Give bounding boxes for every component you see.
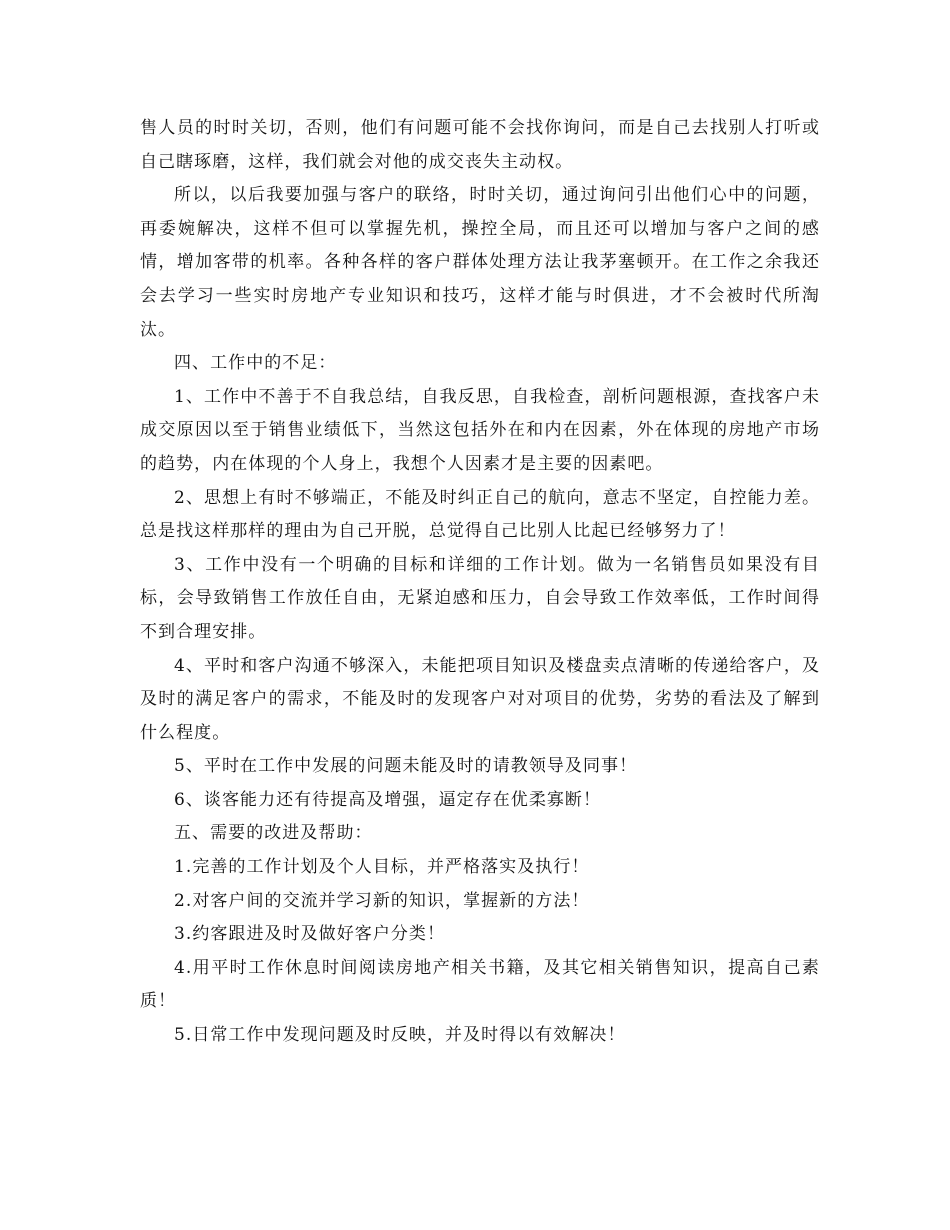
- shortcoming-item-2: 2、思想上有时不够端正，不能及时纠正自己的航向，意志不坚定，自控能力差。总是找这样那样的理由为自己开脱，总觉得自己比别人比起已经够努力了！: [140, 487, 820, 542]
- shortcoming-item-5: 5、平时在工作中发展的问题未能及时的请教领导及同事！: [174, 756, 638, 777]
- improvement-item-4: 4.用平时工作休息时间阅读房地产相关书籍，及其它相关销售知识，提高自己素质！: [140, 957, 820, 1012]
- section-heading-shortcomings: 四、工作中的不足：: [174, 353, 337, 374]
- paragraph-continuation: 售人员的时时关切，否则，他们有问题可能不会找你询问，而是自己去找别人打听或自己瞎琢磨，这样，我们就会对他的成交丧失主动权。: [140, 118, 820, 172]
- shortcoming-item-3: 3、工作中没有一个明确的目标和详细的工作计划。做为一名销售员如果没有目标，会导致销售工作放任自由，无紧迫感和压力，自会导致工作效率低，工作时间得不到合理安排。: [140, 554, 820, 642]
- section-heading-improvements: 五、需要的改进及帮助：: [174, 823, 373, 844]
- shortcoming-item-6: 6、谈客能力还有待提高及增强，逼定存在优柔寡断！: [174, 789, 602, 810]
- shortcoming-item-4: 4、平时和客户沟通不够深入，未能把项目知识及楼盘卖点清晰的传递给客户，及及时的满足客户的需求，不能及时的发现客户对对项目的优势，劣势的看法及了解到什么程度。: [140, 655, 820, 743]
- document-body: [140, 112, 820, 1053]
- improvement-item-3: 3.约客跟进及时及做好客户分类！: [174, 924, 446, 945]
- paragraph-customer-contact: 所以，以后我要加强与客户的联络，时时关切，通过询问引出他们心中的问题，再委婉解决，这样不但可以掌握先机，操控全局，而且还可以增加与客户之间的感情，增加客带的机率。各种各样的客户群体处理方法让我茅塞顿开。在工作之余我还会去学习一些实时房地产专业知识和技巧，这样才能与时俱进，才不会被时代所淘汰。: [140, 185, 820, 340]
- shortcoming-item-1: 1、工作中不善于不自我总结，自我反思，自我检查，剖析问题根源，查找客户未成交原因以至于销售业绩低下，当然这包括外在和内在因素，外在体现的房地产市场的趋势，内在体现的个人身上，我想个人因素才是主要的因素吧。: [140, 386, 820, 474]
- improvement-item-1: 1.完善的工作计划及个人目标，并严格落实及执行！: [174, 857, 590, 878]
- improvement-item-5: 5.日常工作中发现问题及时反映，并及时得以有效解决！: [174, 1025, 626, 1046]
- improvement-item-2: 2.对客户间的交流并学习新的知识，掌握新的方法！: [174, 890, 590, 911]
